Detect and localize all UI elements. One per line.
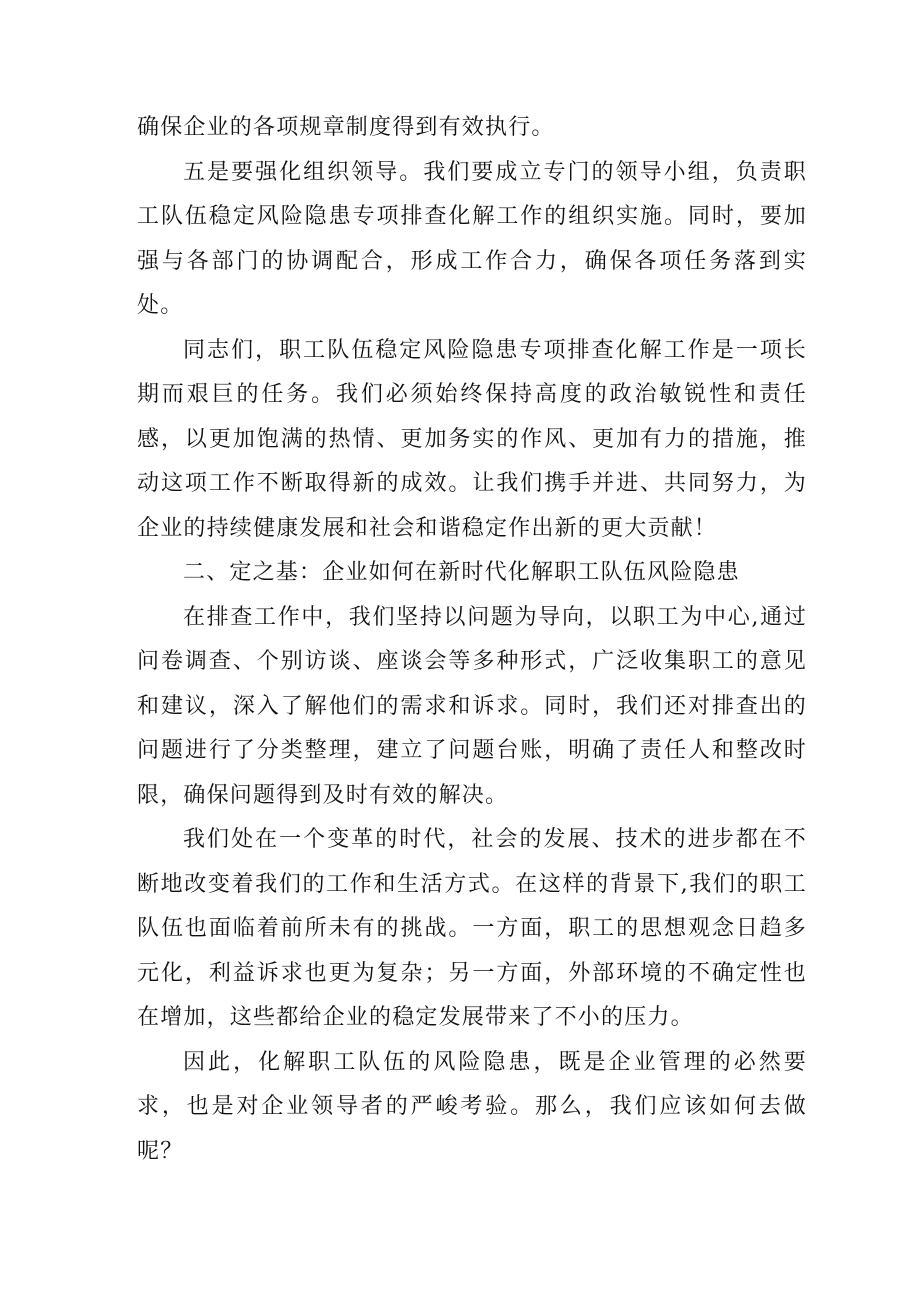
paragraph-era-of-change: 我们处在一个变革的时代，社会的发展、技术的进步都在不断地改变着我们的工作和生活方式。在这样的背景下,我们的职工队伍也面临着前所未有的挑战。一方面，职工的思想观念日趋多元化，利益诉求也更为复杂；另一方面，外部环境的不确定性也在增加，这些都给企业的稳定发展带来了不小的压力。 [137,827,807,1030]
paragraph-comrades: 同志们，职工队伍稳定风险隐患专项排查化解工作是一项长期而艰巨的任务。我们必须始终保持高度的政治敏锐性和责任感，以更加饱满的热情、更加务实的作风、更加有力的措施，推动这项工作不断取得新的成效。让我们携手并进、共同努力，为企业的持续健康发展和社会和谐稳定作出新的更大贡献！ [137,337,807,541]
paragraph-continuation: 确保企业的各项规章制度得到有效执行。 [137,115,555,140]
section-heading: 二、定之基：企业如何在新时代化解职工队伍风险隐患 [183,560,740,585]
paragraph-organization-leadership: 五是要强化组织领导。我们要成立专门的领导小组，负责职工队伍稳定风险隐患专项排查化解工作的组织实施。同时，要加强与各部门的协调配合，形成工作合力，确保各项任务落到实处。 [137,159,807,318]
document-body [137,106,807,1174]
paragraph-therefore: 因此，化解职工队伍的风险隐患，既是企业管理的必然要求，也是对企业领导者的严峻考验。那么，我们应该如何去做呢？ [137,1049,807,1164]
paragraph-investigation: 在排查工作中，我们坚持以问题为导向，以职工为中心,通过问卷调查、个别访谈、座谈会等多种形式，广泛收集职工的意见和建议，深入了解他们的需求和诉求。同时，我们还对排查出的问题进行了分类整理，建立了问题台账，明确了责任人和整改时限，确保问题得到及时有效的解决。 [137,604,807,808]
